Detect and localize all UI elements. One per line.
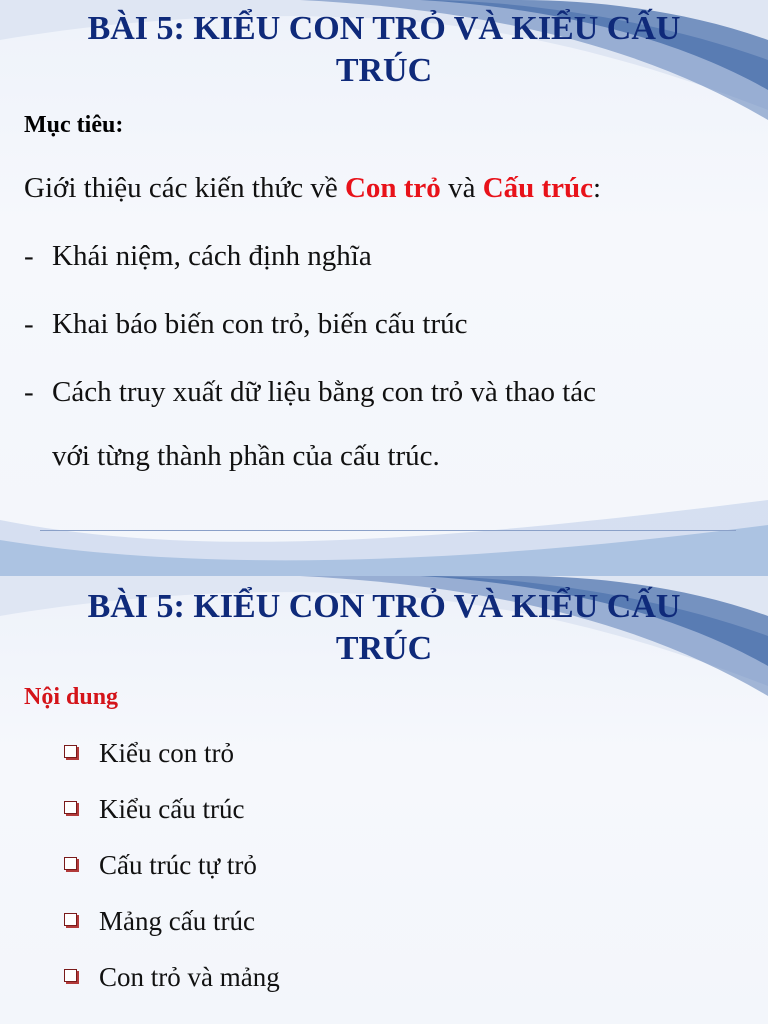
list-item-continuation: với từng thành phần của cấu trúc.	[52, 440, 440, 472]
slide-title-line-1: BÀI 5: KIỂU CON TRỎ VÀ KIỂU CẤU	[87, 10, 681, 47]
dash-marker: -	[24, 240, 34, 272]
slide-2	[0, 576, 768, 1024]
divider	[40, 530, 736, 531]
list-item-text: Kiểu cấu trúc	[99, 794, 245, 824]
list-item	[64, 850, 257, 881]
list-item-text: Khai báo biến con trỏ, biến cấu trúc	[52, 308, 468, 340]
list-item	[64, 738, 234, 769]
intro-mid: và	[440, 172, 483, 204]
list-item	[24, 376, 596, 409]
intro-highlight-struct: Cấu trúc	[482, 172, 594, 204]
slide-title	[0, 8, 768, 92]
square-bullet-icon	[64, 857, 77, 870]
square-bullet-icon	[64, 913, 77, 926]
objectives-heading: Mục tiêu:	[24, 112, 124, 138]
list-item	[24, 308, 468, 341]
list-item	[64, 906, 255, 937]
slide-title-line-1: BÀI 5: KIỂU CON TRỎ VÀ KIỂU CẤU	[87, 588, 681, 625]
list-item	[64, 962, 280, 993]
list-item-text: Khái niệm, cách định nghĩa	[52, 240, 372, 272]
intro-suffix: :	[593, 172, 602, 204]
content-heading: Nội dung	[24, 684, 119, 710]
list-item	[24, 240, 372, 273]
square-bullet-icon	[64, 801, 77, 814]
slide-title-line-2: TRÚC	[335, 52, 433, 89]
dash-marker: -	[24, 376, 34, 408]
list-item-text: Cách truy xuất dữ liệu bằng con trỏ và thao tác	[52, 376, 596, 408]
intro-text	[24, 172, 601, 205]
square-bullet-icon	[64, 969, 77, 982]
square-bullet-icon	[64, 745, 77, 758]
list-item-text: Cấu trúc tự trỏ	[99, 850, 257, 880]
intro-prefix: Giới thiệu các kiến thức về	[24, 172, 345, 204]
list-item-text: Kiểu con trỏ	[99, 738, 234, 768]
list-item-text: Con trỏ và mảng	[99, 962, 280, 992]
slide-title	[0, 586, 768, 670]
list-item-text: Mảng cấu trúc	[99, 906, 255, 936]
list-item	[64, 794, 244, 825]
intro-highlight-pointer: Con trỏ	[344, 172, 441, 204]
slide-title-line-2: TRÚC	[335, 630, 433, 667]
dash-marker: -	[24, 308, 34, 340]
